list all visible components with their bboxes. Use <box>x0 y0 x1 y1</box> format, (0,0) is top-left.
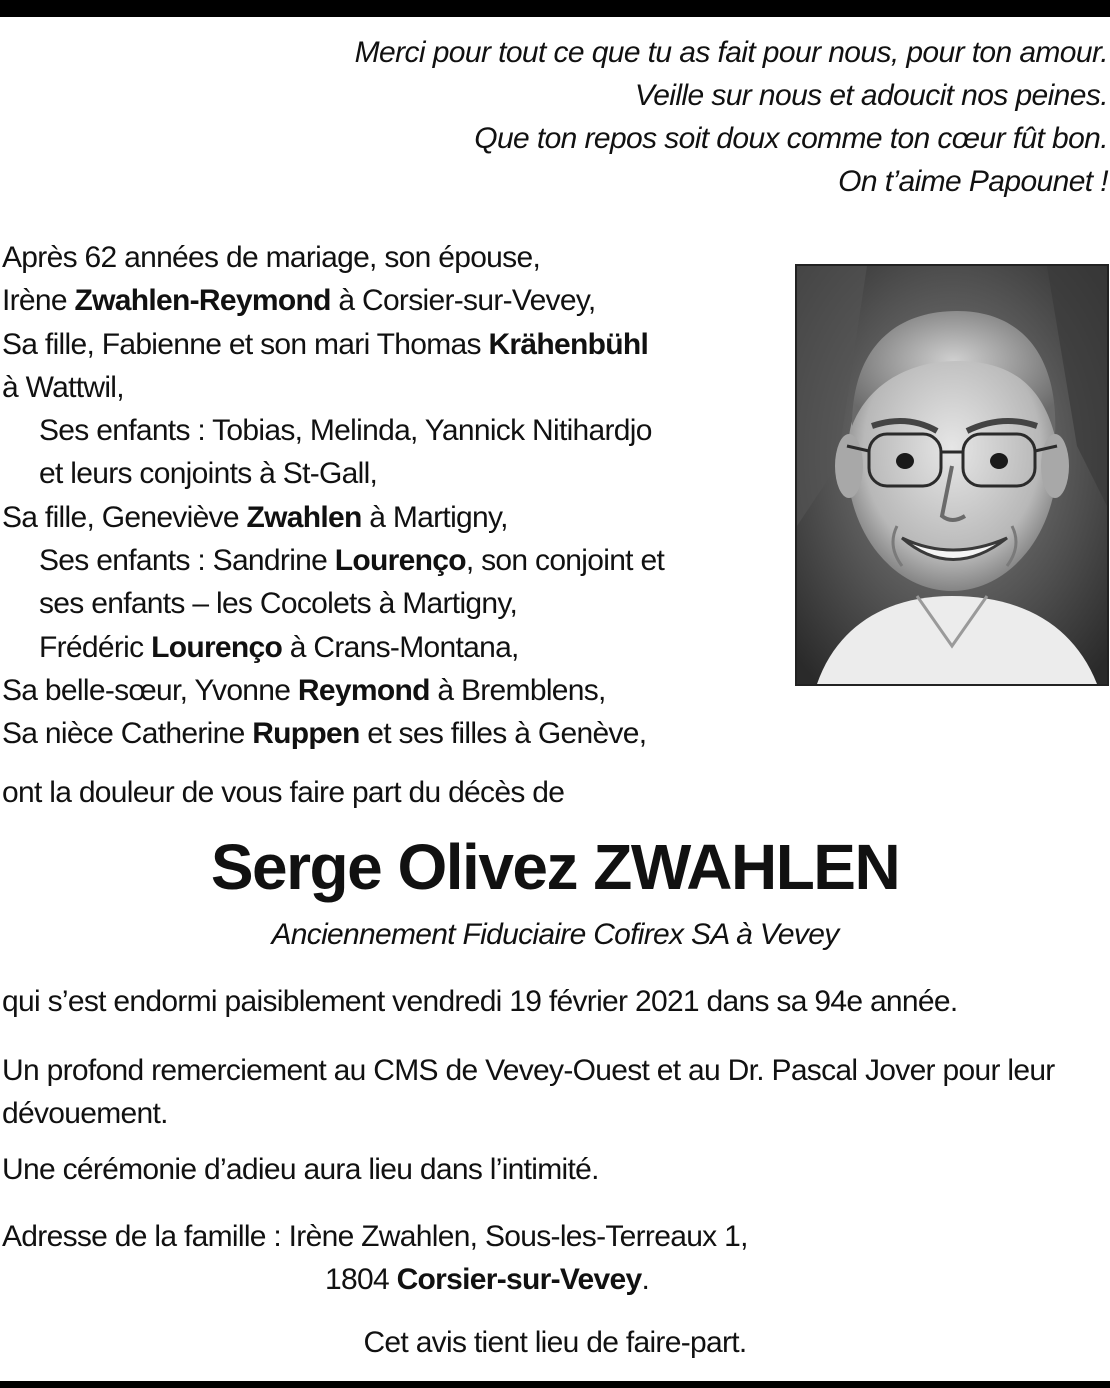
quote-line: Merci pour tout ce que tu as fait pour nous, pour ton amour. <box>354 36 1108 69</box>
family-text: Sa fille, Fabienne et son mari Thomas <box>2 327 489 361</box>
family-text: à Corsier-sur-Vevey, <box>330 284 596 318</box>
family-text: Irène <box>2 284 75 318</box>
family-surname: Reymond <box>297 673 430 707</box>
family-line: et leurs conjoints à St-Gall, <box>39 457 378 491</box>
family-list <box>2 236 782 756</box>
family-surname: Zwahlen-Reymond <box>74 284 331 318</box>
portrait-image <box>797 266 1107 684</box>
family-line <box>2 539 782 582</box>
family-surname: Zwahlen <box>246 500 362 534</box>
family-text: , son conjoint et <box>465 544 665 578</box>
family-text: à Crans-Montana, <box>282 630 519 664</box>
ceremony-paragraph: Une cérémonie d’adieu aura lieu dans l’intimité. <box>2 1153 599 1186</box>
deceased-role: Anciennement Fiduciaire Cofirex SA à Vevey <box>271 918 839 951</box>
family-surname: Lourenço <box>334 544 466 578</box>
top-rule <box>0 0 1110 17</box>
quote-line: Veille sur nous et adoucit nos peines. <box>634 79 1108 112</box>
quote-line: Que ton repos soit doux comme ton cœur fût bon. <box>474 122 1108 155</box>
postal-code: 1804 <box>325 1263 397 1296</box>
family-surname: Krähenbühl <box>488 327 649 361</box>
dedication-quote <box>108 31 1108 203</box>
family-line: ses enfants – les Cocolets à Martigny, <box>39 587 518 621</box>
announcement-text: ont la douleur de vous faire part du décès de <box>2 776 565 809</box>
family-text: à Martigny, <box>361 500 508 534</box>
family-line <box>2 669 782 712</box>
family-surname: Ruppen <box>252 717 360 751</box>
family-line: Après 62 années de mariage, son épouse, <box>2 241 541 274</box>
family-line: Ses enfants : Tobias, Melinda, Yannick Nitihardjo <box>39 414 652 448</box>
family-line <box>2 496 782 539</box>
family-line <box>2 712 782 755</box>
deceased-name: Serge Olivez ZWAHLEN <box>210 831 900 903</box>
family-text: Sa belle-sœur, Yvonne <box>2 673 298 707</box>
family-surname: Lourenço <box>151 630 283 664</box>
family-text: Sa fille, Geneviève <box>2 500 247 534</box>
punctuation: . <box>641 1263 650 1296</box>
death-paragraph: qui s’est endormi paisiblement vendredi 19 février 2021 dans sa 94e année. <box>2 985 958 1018</box>
family-line: à Wattwil, <box>2 370 124 404</box>
locality: Corsier-sur-Vevey <box>396 1263 642 1296</box>
family-address-line: Adresse de la famille : Irène Zwahlen, Sous-les-Terreaux 1, <box>2 1220 748 1253</box>
family-text: Sa nièce Catherine <box>2 717 253 751</box>
family-address-locality <box>325 1263 649 1297</box>
thanks-paragraph: Un profond remerciement au CMS de Vevey-Ouest et au Dr. Pascal Jover pour leur dévouement. <box>2 1054 1055 1130</box>
quote-line: On t’aime Papounet ! <box>838 165 1108 198</box>
family-line <box>2 626 782 669</box>
family-line <box>2 279 782 322</box>
family-text: Ses enfants : Sandrine <box>39 544 335 578</box>
family-text: à Bremblens, <box>429 673 606 707</box>
family-text: et ses filles à Genève, <box>359 717 647 751</box>
bottom-rule <box>0 1381 1110 1388</box>
portrait-photo <box>795 264 1109 686</box>
family-line <box>2 323 782 366</box>
closing-note: Cet avis tient lieu de faire-part. <box>363 1326 747 1359</box>
family-text: Frédéric <box>39 630 152 664</box>
